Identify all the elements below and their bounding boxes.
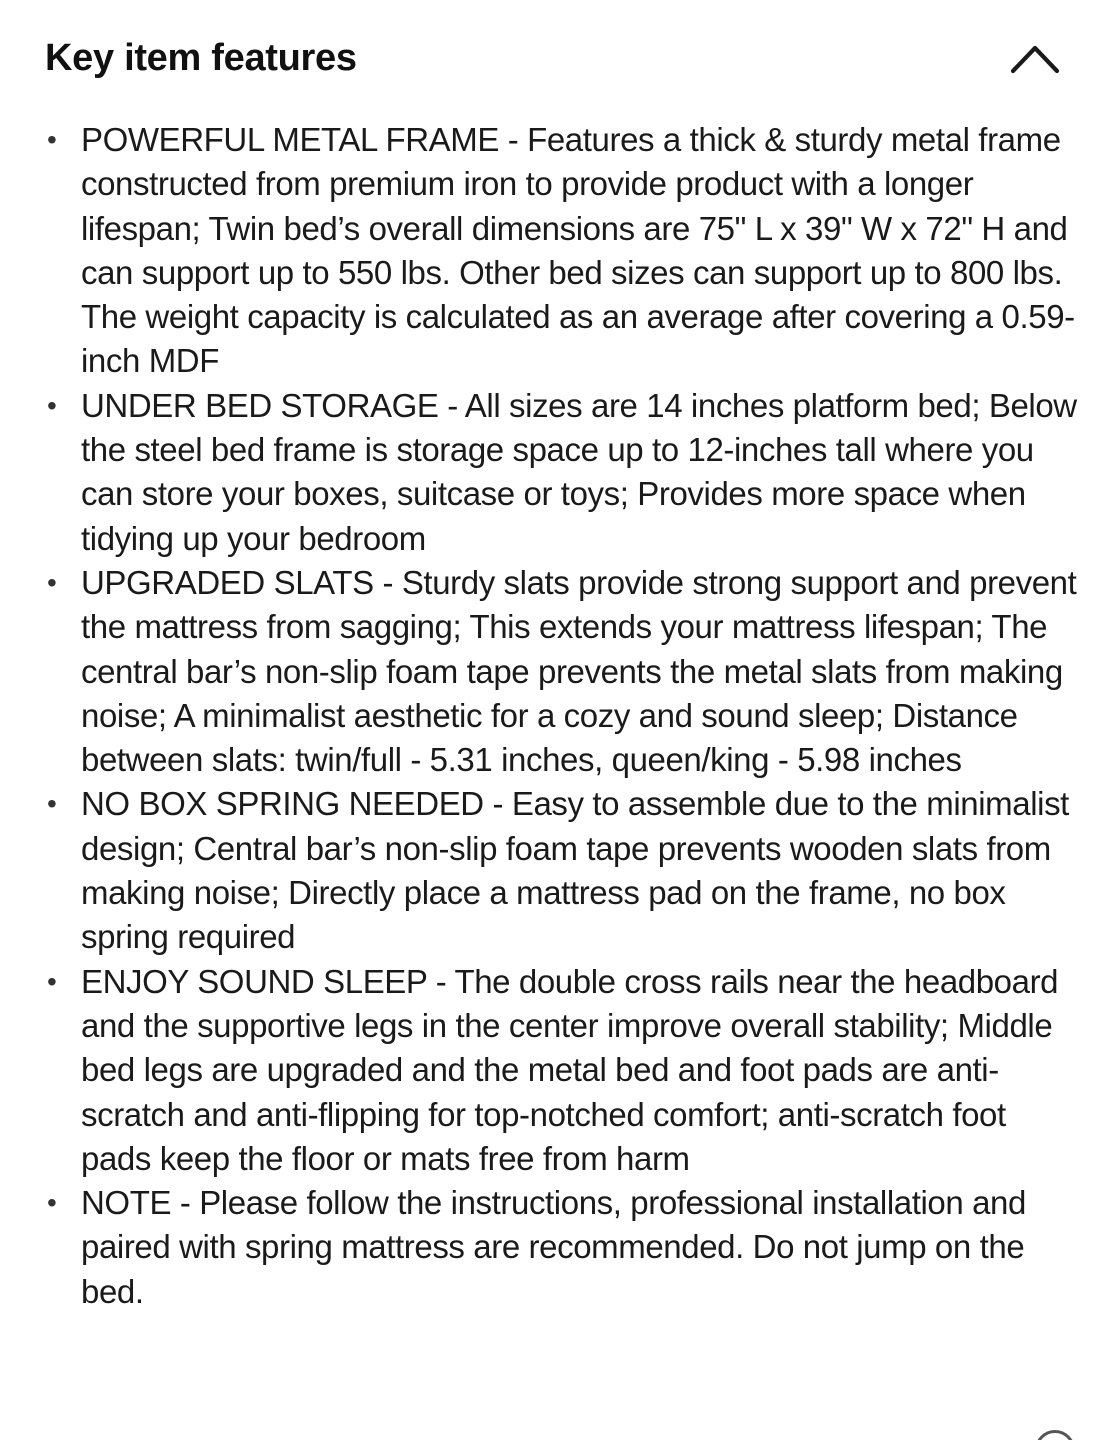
chevron-up-icon [1010, 42, 1060, 74]
bullet: • [47, 788, 57, 820]
feature-item [0, 561, 1106, 782]
bullet: • [47, 566, 57, 598]
collapse-button[interactable] [1009, 38, 1061, 78]
bullet: • [47, 124, 57, 155]
section-title: Key item features [45, 36, 357, 79]
feature-text: NOTE - Please follow the instructions, professional installation and paired with spring mattress are recommended. Do not jump on the bed. [81, 1184, 1026, 1310]
footer-cutoff [0, 1428, 1106, 1440]
feature-item [0, 960, 1106, 1181]
feature-text: UNDER BED STORAGE - All sizes are 14 inches platform bed; Below the steel bed frame is storage space up to 12-inches tall where you can store your boxes, suitcase or toys; Provides more space when tidying up your bedroom [81, 386, 1077, 557]
bullet: • [47, 965, 57, 997]
circle-icon[interactable] [1035, 1430, 1075, 1440]
feature-item [0, 118, 1106, 384]
feature-item [0, 384, 1106, 561]
features-list [0, 118, 1106, 1314]
feature-text: ENJOY SOUND SLEEP - The double cross rails near the headboard and the supportive legs in the center improve overall stability; Middle bed legs are upgraded and the metal bed and foot pads are anti-scratch and anti-flipping for top-notched comfort; anti-scratch foot pads keep the floor or mats free from harm [81, 962, 1059, 1177]
bullet: • [47, 1187, 57, 1219]
feature-text: UPGRADED SLATS - Sturdy slats provide strong support and prevent the mattress from sagging; This extends your mattress lifespan; The central bar’s non-slip foam tape prevents the metal slats from making noise; A minimalist aesthetic for a cozy and sound sleep; Distance between slats: twin/full - 5.31 inches, queen/king - 5.98 inches [81, 563, 1077, 779]
feature-item [0, 1181, 1106, 1314]
bullet: • [47, 389, 57, 421]
feature-item [0, 782, 1106, 959]
feature-text: POWERFUL METAL FRAME - Features a thick & sturdy metal frame constructed from premium iron to provide product with a longer lifespan; Twin bed’s overall dimensions are 75" L x 39" W x 72" H and can support up to 550 lbs. Other bed sizes can support up to 800 lbs. The weight capacity is calculated as an average after covering a 0.59-inch MDF [81, 121, 1075, 380]
key-features-header[interactable] [45, 28, 1061, 88]
feature-text: NO BOX SPRING NEEDED - Easy to assemble due to the minimalist design; Central bar’s non-slip foam tape prevents wooden slats from making noise; Directly place a mattress pad on the frame, no box spring required [81, 785, 1069, 956]
